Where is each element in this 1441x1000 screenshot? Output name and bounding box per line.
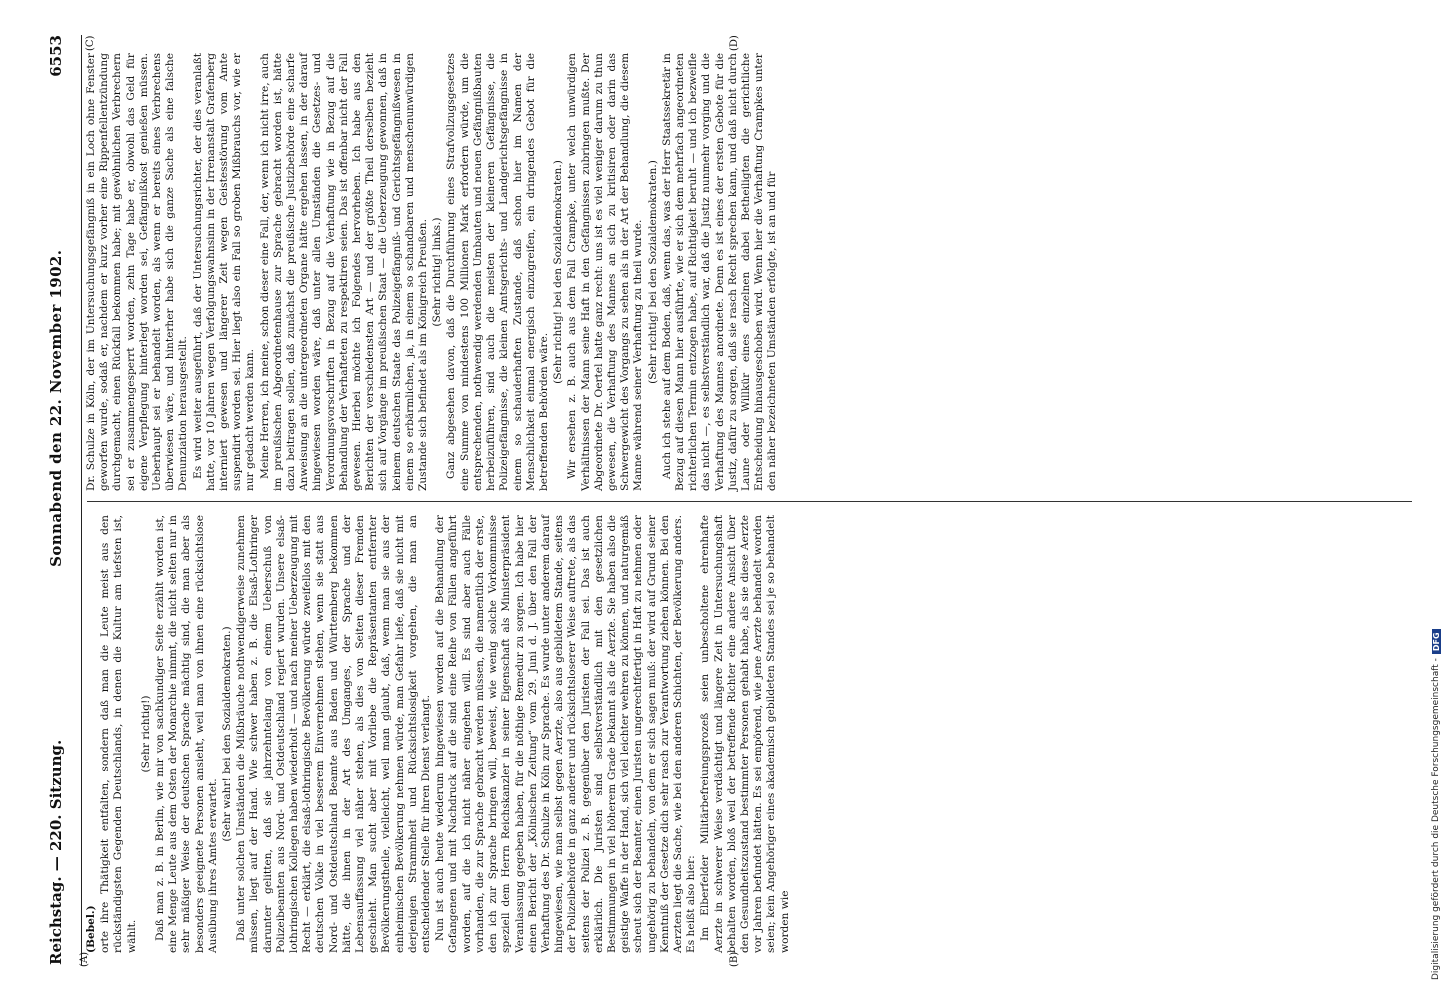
interjection: (Sehr richtig! bei den Sozialdemokraten.) [552,160,565,384]
header-date: Sonnabend den 22. November 1902. [47,249,65,567]
paragraph: Auch ich stehe auf dem Boden, daß, wenn das, was der Herr Staatssekretär in Bezug auf diesen Mann hier ausführte, wie er sich dem mehrfach angeordneten richterlichen Termin entzogen habe, auf Richtigkeit beruht — und ich bezweifle das nicht —, es selbstverständlich war, daß die Justiz nunmehr vorging und die Verhaftung des Mannes anordnete. Denn es ist eines der ersten Gebote für die Justiz, dafür zu sorgen, daß sie rasch Recht sprechen kann, und daß nicht durch Laune oder Willkür eines einzelnen dabei Betheiligten die gerichtliche Entscheidung hinausgeschoben wird. Wenn hier die Verhaftung Crampkes unter den näher bezeichneten Umständen erfolgte, ist an und für [660,53,779,491]
interjection: (Sehr richtig! links.) [431,217,444,327]
paragraph: Nun ist auch heute wiederum hingewiesen worden auf die Behandlung der Gefangenen und mit Nachdruck auf die sind eine Reihe von Fällen angeführt worden, auf die ich nicht näher eingehen will. Es sind aber auch Fälle vorhanden, die zur Sprache gebracht werden müssen, die namentlich der erste, den ich zur Sprache bringen will, beweist, wie wenig solche Vorkommnisse speziell dem Herrn Reichskanzler in seiner Eigenschaft als Ministerpräsident Veranlassung gegeben haben, für die nöthige Remedur zu sorgen. Ich habe hier einen Bericht der „Kölnischen Zeitung“ vom 29. Juni d. J. über den Fall der Verhaftung des Dr. Schulze in Köln zur Sprache. Es wurde unter anderem darauf hingewiesen, wie man selbst gegen Aerzte, also aus gebildetem Stande, seitens der Polizeibehörde in ganz anderer und rücksichtsloserer Weise auftrete, als das seitens der Polizei z. B. gegenüber den Juristen der Fall sei. Das ist auch erklärlich. Die Juristen sind selbstverständlich mit den gesetzlichen Bestimmungen in viel höherem Grade bekannt als die Aerzte. Sie haben also die geistige Waffe in der Hand, sich viel leichter wehren zu können, und naturgemäß scheut sich der Beamter, einen Juristen ungerechtfertigt in Haft zu nehmen oder ungehörig zu behandeln, von dem er sich sagen muß: der wird auf Grund seiner Kenntniß der Gesetze dich sehr rasch zur Verantwortung ziehen können. Bei den Aerzten liegt die Sache, wie bei den anderen Schichten, der Bevölkerung anders. Es heißt also hier: [434,515,698,953]
paragraph: Es wird weiter ausgeführt, daß der Untersuchungsrichter, der dies veranlaßt hatte, vor 10 Jahren wegen Verfolgungswahnsinn in der Irrenanstalt Grafenberg interniert gewesen und längerer Zeit wegen Geistesstörung vom Amte suspendirt worden sei. Hier liegt also ein Fall so groben Mißbrauchs vor, wie er nur gedacht werden kann. [191,53,257,491]
margin-mark-b: (B) [729,951,740,967]
digitization-note [1421,10,1441,990]
dfg-logo: DFG [1432,629,1441,654]
margin-mark-a: (A) [79,951,90,967]
right-column [85,53,1415,491]
page-number: 6553 [47,35,65,77]
paragraph: orte ihre Thätigkeit entfalten, sondern daß man die Leute meist aus den rückständigsten Gegenden Deutschlands, in denen die Kultur am tiefsten ist, wählt. [99,515,138,953]
margin-mark-d: (D) [729,35,740,51]
paragraph: Dr. Schulze in Köln, der im Untersuchungsgefängniß in ein Loch ohne Fenster geworfen wurde, sodaß er, nachdem er kurz vorher eine Rippenfellentzündung durchgemacht, einen Rückfall bekommen habe; mit gewöhnlichen Verbrechern sei er zusammengesperrt worden, zehn Tage habe er, obwohl das Geld für eigene Verpflegung hinterlegt worden sei, Gefängnißkost genießen müssen. Ueberhaupt sei er behandelt worden, als wenn er bereits eines Verbrechens überwiesen wäre, und hinterher habe sich die ganze Sache als eine falsche Denunziation herausgestellt. [85,53,190,491]
column-divider [87,501,1412,502]
interjection: (Sehr richtig! bei den Sozialdemokraten.) [646,160,659,384]
interjection: (Sehr richtig!) [139,695,152,773]
paragraph: Daß man z. B. in Berlin, wie mir von sachkundiger Seite erzählt worden ist, eine Menge Leute aus dem Osten der Monarchie nimmt, die nicht selten nur in sehr mäßiger Weise der deutschen Sprache mächtig sind, die man aber als besonders geeignete Personen ansieht, weil man von ihnen eine rücksichtslose Ausübung ihres Amtes erwartet. [154,515,219,953]
header-rule [81,35,82,965]
quoted-paragraph: Im Elberfelder Militärbefreiungsprozeß seien unbescholtene ehrenhafte Aerzte in schwerer Weise verdächtigt und längere Zeit in Untersuchungshaft behalten worden, bloß weil der betreffende Richter eine andere Ansicht über den Gesundheitszustand bestimmter Personen gehabt habe, als sie diese Aerzte vor Jahren befundet hätten. Es sei empörend, wie jene Aerzte behandelt worden seien; kein Angehöriger eines akademisch gebildeten Standes sei je so behandelt worden wie [699,515,791,953]
paragraph: Ganz abgesehen davon, daß die Durchführung eines Strafvollzugsgesetzes eine Summe von mindestens 100 Millionen Mark erfordern würde, um die entsprechenden, nothwendig werdenden Umbauten und neuen Gefängnißbauten herbeizuführen, sind auch die meisten der kleineren Gefängnisse, die Polizeigefängnisse, die kleinen Amtsgerichts- und Landgerichtsgefängnisse in einem so schauderhaften Zustande, daß schon hier im Namen der Menschlichkeit einmal energisch einzugreifen, ein dringendes Gebot für die betreffenden Behörden wäre. [445,53,550,491]
page-header [47,35,81,965]
funding-note-text: Digitalisierung gefördert durch die Deutsche Forschungsgemeinschaft - [1431,658,1441,980]
interjection: (Sehr wahr! bei den Sozialdemokraten.) [221,626,234,842]
rotated-page [47,35,1417,965]
speaker-label: (Bebel.) [85,905,97,953]
paragraph: Daß unter solchen Umständen die Mißbräuche nothwendigerweise zunehmen müssen, liegt auf der Hand. Wie schwer haben z. B. die Elsaß-Lothringer darunter gelitten, daß sie jahrzehntelang von einem Ueberschuß von Polizeibeamten aus Nord- und Ostdeutschland regiert wurden. Unsere elsaß-lothringischen Kollegen haben wiederholt — und nach meiner Ueberzeugung mit Recht — erklärt, die elsaß-lothringische Bevölkerung würde zweifellos mit den deutschen Volke in viel besserem Einvernehmen stehen, wenn sie statt aus Nord- und Ostdeutschland Beamte aus Baden und Württemberg bekommen hätte, die ihnen in der Art des Umganges, der Sprache und der Lebensauffassung viel näher stehen, als dies von Seiten dieser Fremden geschieht. Man sucht aber mit Vorliebe die Repräsentanten entfernter Bevölkerungstheile, vielleicht, weil man glaubt, daß, wenn man sie aus der einheimischen Bevölkerung nehmen würde, man Gefahr liefe, daß sie nicht mit derjenigen Strammheit und Rücksichtslosigkeit vorgehen, die man an entscheidender Stelle für ihren Dienst verlangt. [235,515,433,953]
header-left: Reichstag. — 220. Sitzung. [47,739,65,965]
margin-mark-c: (C) [85,35,96,51]
paragraph: Meine Herren, ich meine, schon dieser eine Fall, der, wenn ich nicht irre, auch im preußischen Abgeordnetenhause zur Sprache gebracht worden ist, hätte dazu beitragen sollen, daß zunächst die preußische Justizbehörde eine scharfe Anweisung an die untergeordneten Organe hätte ergehen lassen, in der darauf hingewiesen worden wäre, daß unter allen Umständen die Gesetzes- und Verordnungsvorschriften in Bezug auf die Verhaftung wie in Bezug auf die Behandlung der Verhafteten zu respektiren seien. Das ist offenbar nicht der Fall gewesen. Hierbei möchte ich Folgendes hervorheben. Ich habe aus den Berichten der verschiedensten Art — und der größte Theil derselben bezieht sich auf Vorgänge im preußischen Staat — die Ueberzeugung gewonnen, daß in keinem deutschen Staate das Polizeigefängniß- und Gerichtsgefängnißwesen in einem so erbärmlichen, ja, in einem so schandbaren und menschenunwürdigen Zustande sich befindet als im Königreich Preußen. [258,53,430,491]
paragraph: Wir ersehen z. B. auch aus dem Fall Crampke, unter welch unwürdigen Verhältnissen der Mann seine Haft in den Gefängnissen zubringen mußte. Der Abgeordnete Dr. Oertel hatte ganz recht: uns ist es viel weniger darum zu thun gewesen, die Verhaftung des Mannes an sich zu kritisiren oder darin das Schwergewicht des Vorgangs zu sehen als in der Art der Behandlung, die diesem Manne während seiner Verhaftung zu theil wurde. [566,53,645,491]
left-column [85,515,1415,953]
